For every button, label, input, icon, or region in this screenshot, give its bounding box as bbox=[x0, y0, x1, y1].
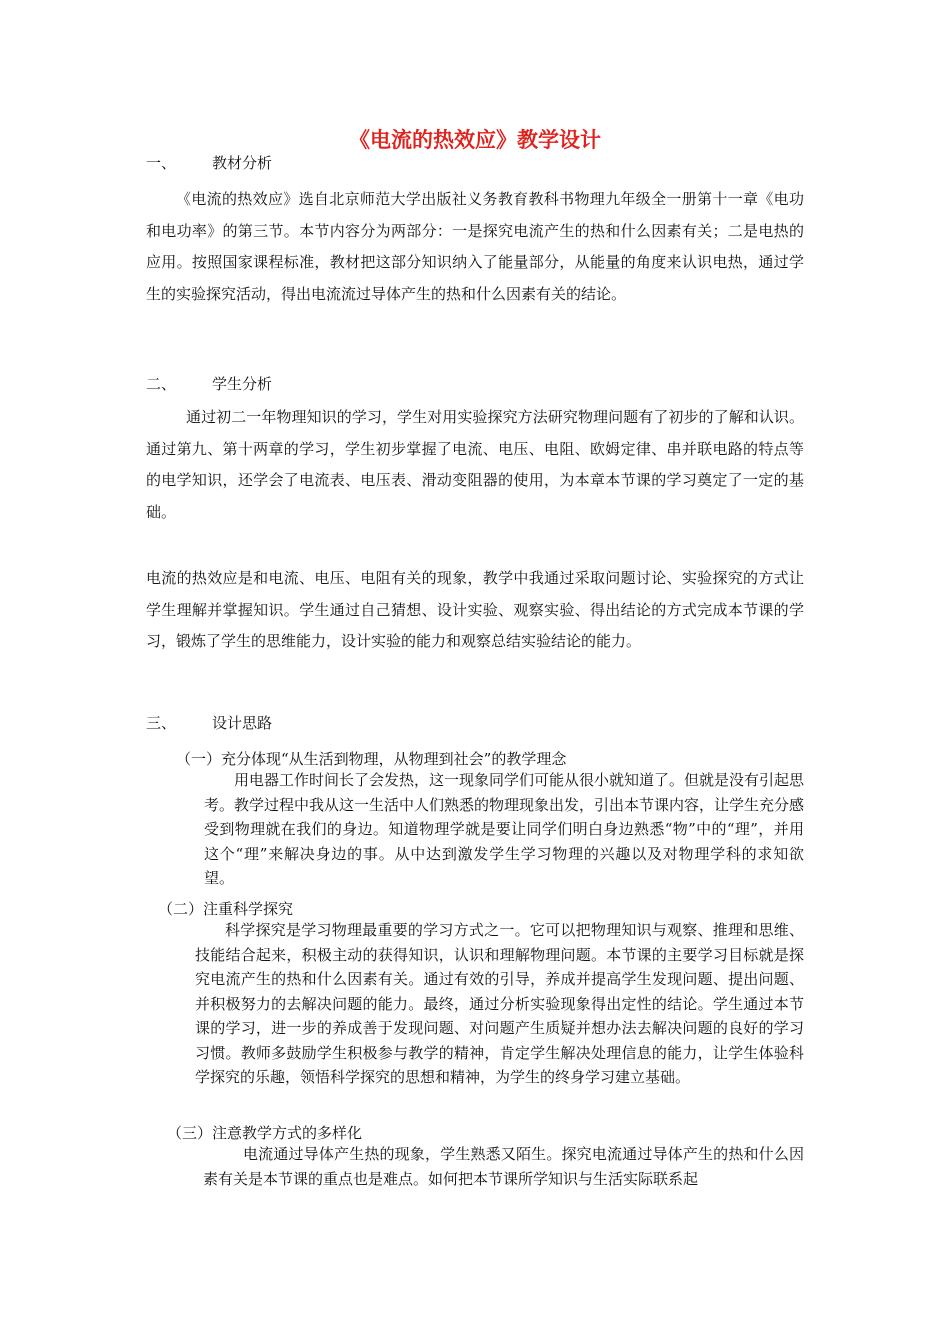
paragraph: 电流的热效应是和电流、电压、电阻有关的现象，教学中我通过采取问题讨论、实验探究的方式让学生理解并掌握知识。学生通过自己猜想、设计实验、观察实验、得出结论的方式完成本节课的学习，锻炼了学生的思维能力，设计实验的能力和观察总结实验结论的能力。 bbox=[146, 569, 804, 650]
section-title: 学生分析 bbox=[212, 375, 273, 393]
document-title: 《电流的热效应》教学设计 bbox=[349, 128, 601, 152]
section-number: 二、 bbox=[146, 375, 177, 393]
section-heading-1 bbox=[146, 152, 272, 173]
subsection-heading-2: （二）注重科学探究 bbox=[158, 900, 294, 918]
section-title: 教材分析 bbox=[212, 154, 273, 172]
paragraph: 《电流的热效应》选自北京师范大学出版社义务教育教科书物理九年级全一册第十一章《电功和电功率》的第三节。本节内容分为两部分：一是探究电流产生的热和什么因素有关；二是电热的应用。按照国家课程标准，教材把这部分知识纳入了能量部分，从能量的角度来认识电热，通过学生的实验探究活动，得出电流流过导体产生的热和什么因素有关的结论。 bbox=[146, 190, 804, 303]
section-number: 一、 bbox=[146, 154, 177, 172]
section-number: 三、 bbox=[146, 714, 177, 732]
section-heading-3 bbox=[146, 712, 272, 733]
paragraph: 科学探究是学习物理最重要的学习方式之一。它可以把物理知识与观察、推理和思维、技能结合起来，积极主动的获得知识，认识和理解物理问题。本节课的主要学习目标就是探究电流产生的热和什么因素有关。通过有效的引导，养成并提高学生发现问题、提出问题、并积极努力的去解决问题的能力。最终，通过分析实验现象得出定性的结论。学生通过本节课的学习，进一步的养成善于发现问题、对问题产生质疑并想办法去解决问题的良好的学习习惯。教师多鼓励学生积极参与教学的精神，肯定学生解决处理信息的能力，让学生体验科学探究的乐趣，领悟科学探究的思想和精神，为学生的终身学习建立基础。 bbox=[195, 921, 804, 1086]
paragraph: 电流通过导体产生热的现象，学生熟悉又陌生。探究电流通过导体产生的热和什么因素有关是本节课的重点也是难点。如何把本节课所学知识与生活实际联系起 bbox=[203, 1145, 804, 1188]
subsection-heading-3: （三）注意教学方式的多样化 bbox=[167, 1124, 363, 1142]
section-title: 设计思路 bbox=[212, 714, 273, 732]
paragraph: 用电器工作时间长了会发热，这一现象同学们可能从很小就知道了。但就是没有引起思考。教学过程中我从这一生活中人们熟悉的物理现象出发，引出本节课内容，让学生充分感受到物理就在我们的身边。知道物理学就是要让同学们明白身边熟悉“物”中的“理”，并用这个“理”来解决身边的事。从中达到激发学生学习物理的兴趣以及对物理学科的求知欲望。 bbox=[204, 771, 805, 887]
section-heading-2 bbox=[146, 373, 272, 394]
paragraph: 通过初二一年物理知识的学习，学生对用实验探究方法研究物理问题有了初步的了解和认识。通过第九、第十两章的学习，学生初步掌握了电流、电压、电阻、欧姆定律、串并联电路的特点等的电学知识，还学会了电流表、电压表、滑动变阻器的使用，为本章本节课的学习奠定了一定的基础。 bbox=[146, 408, 804, 521]
subsection-heading-1: （一）充分体现“从生活到物理，从物理到社会”的教学理念 bbox=[176, 750, 567, 768]
